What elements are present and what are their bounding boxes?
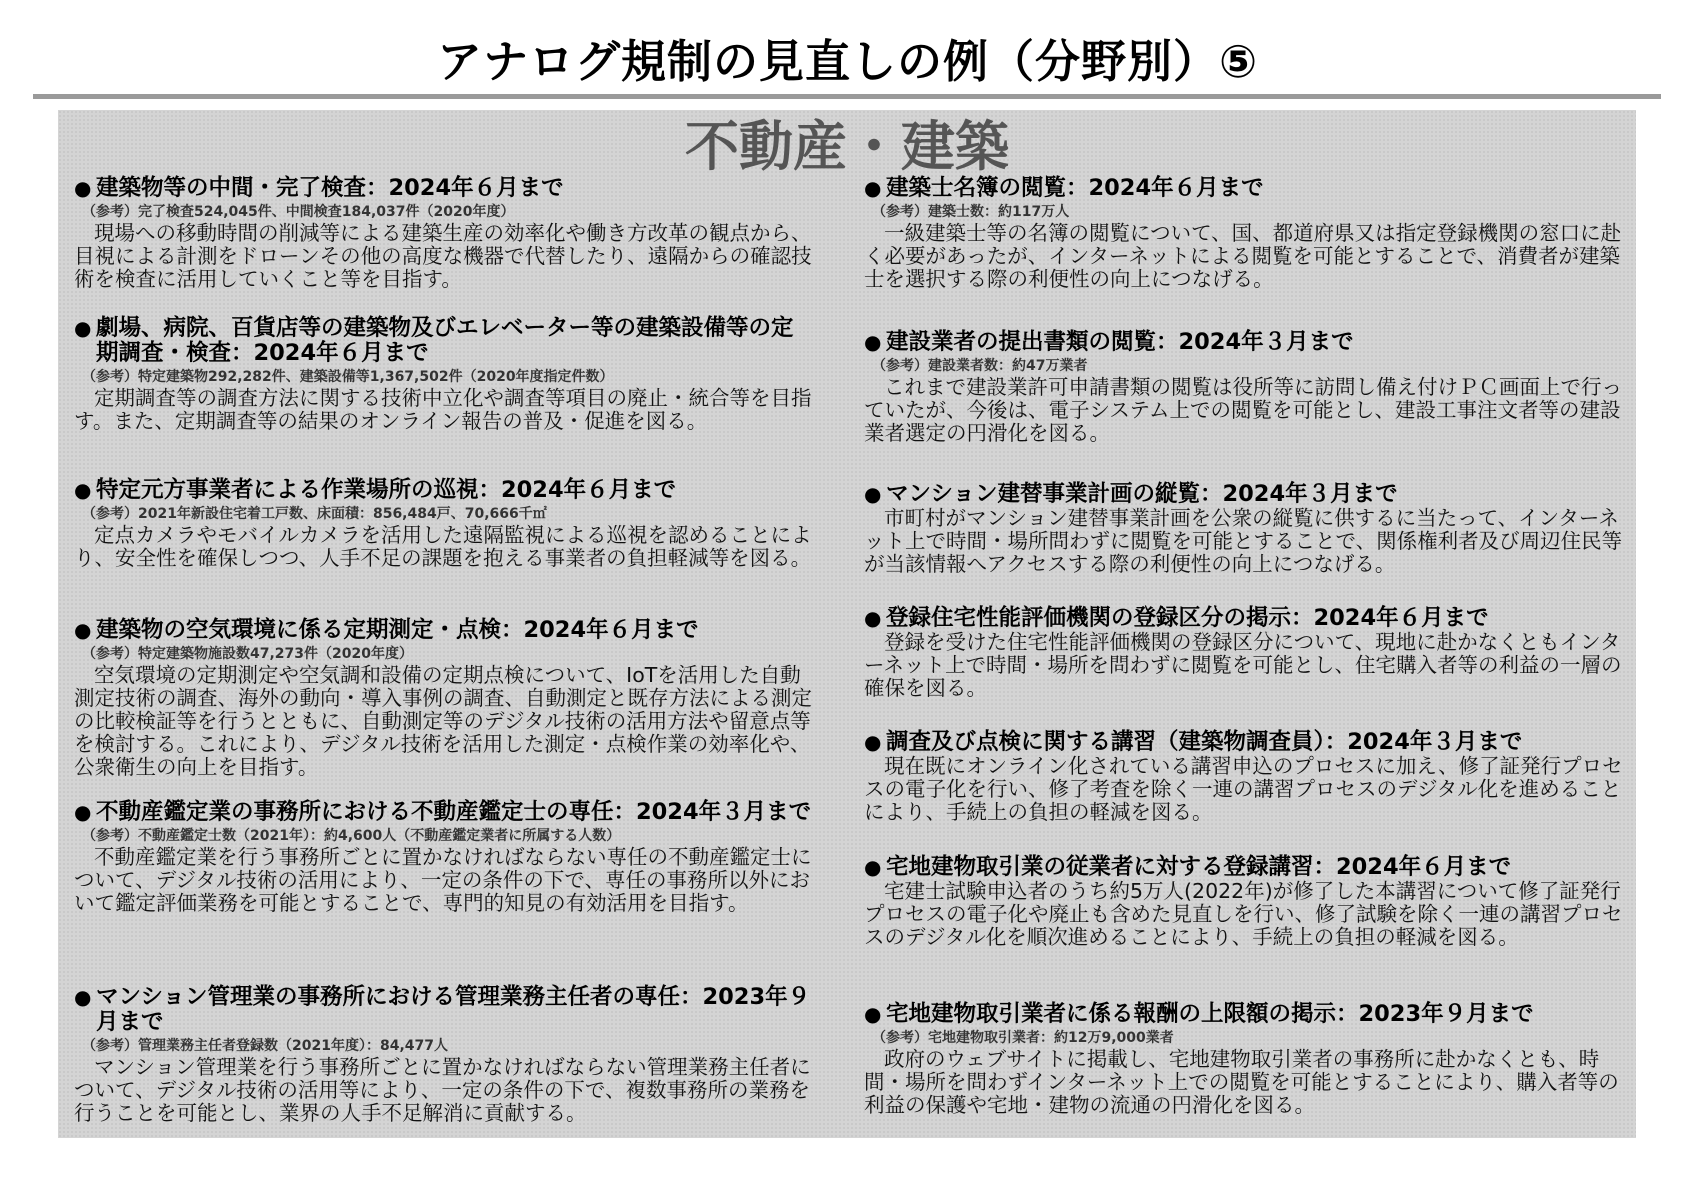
item-heading: ● マンション建替事業計画の縦覧：2024年３月まで (864, 481, 1398, 507)
item-body: 登録を受けた住宅性能評価機関の登録区分について、現地に赴かなくともインターネット上で時間・場所を問わずに閲覧を可能とし、住宅購入者等の利益の一層の確保を図る。 (864, 630, 1622, 700)
item-body: 政府のウェブサイトに掲載し、宅地建物取引業者の事務所に赴かなくとも、時間・場所を問わずインターネット上での閲覧を可能とすることにより、購入者等の利益の保護や宅地・建物の流通の円滑化を図る。 (864, 1047, 1619, 1117)
item-architect-registry (864, 176, 1624, 291)
bullet-icon: ● (74, 316, 92, 340)
item-site-patrol (74, 478, 814, 570)
item-heading: ● 劇場、病院、百貨店等の建築物及びエレベーター等の建築設備等の定期調査・検査：2024年６月まで (74, 315, 794, 366)
title-divider (33, 94, 1661, 99)
section-title: 不動産・建築 (685, 115, 1009, 178)
item-heading: ● 建築物の空気環境に係る定期測定・点検：2024年６月まで (74, 617, 699, 643)
bullet-icon: ● (864, 606, 882, 630)
item-reference: （参考）完了検査524,045件、中間検査184,037件（2020年度） (82, 204, 515, 220)
bullet-icon: ● (864, 176, 882, 200)
item-reference: （参考）建築士数：約117万人 (872, 204, 1070, 220)
bullet-icon: ● (864, 1002, 882, 1026)
item-reference: （参考）特定建築物施設数47,273件（2020年度） (82, 646, 413, 662)
item-building-inspector-course (864, 730, 1624, 824)
bullet-icon: ● (864, 330, 882, 354)
item-body: 一級建築士等の名簿の閲覧について、国、都道府県又は指定登録機関の窓口に赴く必要があったが、インターネットによる閲覧を可能とすることで、消費者が建築士を選択する際の利便性の向上につなげる。 (864, 221, 1622, 291)
item-real-estate-appraiser (74, 800, 814, 915)
item-heading: ● 建設業者の提出書類の閲覧：2024年３月まで (864, 329, 1354, 355)
item-body: これまで建設業許可申請書類の閲覧は役所等に訪問し備え付けＰＣ画面上で行っていたが、今後は、電子システム上での閲覧を可能とし、建設工事注文者等の建設業者選定の円滑化を図る。 (864, 375, 1622, 445)
item-reference: （参考）建設業者数：約47万業者 (872, 358, 1088, 374)
item-contractor-documents (864, 330, 1624, 445)
item-body: 宅建士試験申込者のうち約5万人(2022年)が修了した本講習について修了証発行プロセスの電子化や廃止も含めた見直しを行い、修了試験を除く一連の講習プロセスのデジタル化を順次進めることにより、手続上の負担の軽減を図る。 (864, 879, 1623, 949)
item-body: 現場への移動時間の削減等による建築生産の効率化や働き方改革の観点から、目視による計測をドローンその他の高度な機器で代替したり、遠隔からの確認技術を検査に活用していくこと等を目指す。 (74, 221, 812, 291)
item-body: 現在既にオンライン化されている講習申込のプロセスに加え、修了証発行プロセスの電子化を行い、修了考査を除く一連の講習プロセスのデジタル化を進めることにより、手続上の負担の軽減を図る。 (864, 754, 1623, 824)
item-heading: ● 特定元方事業者による作業場所の巡視：2024年６月まで (74, 477, 677, 503)
item-reference: （参考）管理業務主任者登録数（2021年度）：84,477人 (82, 1038, 448, 1054)
item-body: 不動産鑑定業を行う事務所ごとに置かなければならない専任の不動産鑑定士について、デジタル技術の活用により、一定の条件の下で、専任の事務所以外において鑑定評価業務を可能とすることで、専門的知見の有効活用を目指す。 (74, 845, 812, 915)
item-reference: （参考）宅地建物取引業者：約12万9,000業者 (872, 1030, 1174, 1046)
bullet-icon: ● (74, 985, 92, 1009)
item-heading: ● 不動産鑑定業の事務所における不動産鑑定士の専任：2024年３月まで (74, 799, 812, 825)
item-body: 市町村がマンション建替事業計画を公衆の縦覧に供するに当たって、インターネット上で時間・場所問わずに閲覧を可能とすることで、関係権利者及び周辺住民等が当該情報へアクセスする際の利便性の向上につなげる。 (864, 506, 1623, 576)
bullet-icon: ● (864, 482, 882, 506)
item-reference: （参考）2021年新設住宅着工戸数、床面積：856,484戸、70,666千㎡ (82, 506, 547, 522)
item-heading: ● 宅地建物取引業の従業者に対する登録講習：2024年６月まで (864, 854, 1512, 880)
item-body: マンション管理業を行う事務所ごとに置かなければならない管理業務主任者について、デジタル技術の活用等により、一定の条件の下で、複数事務所の業務を行うことを可能とし、業界の人手不足解消に貢献する。 (74, 1055, 811, 1125)
bullet-icon: ● (74, 176, 92, 200)
bullet-icon: ● (864, 730, 882, 754)
bullet-icon: ● (74, 800, 92, 824)
item-reference: （参考）不動産鑑定士数（2021年）：約4,600人（不動産鑑定業者に所属する人数） (82, 828, 621, 844)
item-heading: ● 宅地建物取引業者に係る報酬の上限額の掲示：2023年９月まで (864, 1001, 1534, 1027)
item-body: 空気環境の定期測定や空気調和設備の定期点検について、IoTを活用した自動測定技術の調査、海外の動向・導入事例の調査、自動測定と既存方法による測定の比較検証等を行うとともに、自動測定等のデジタル技術の活用方法や留意点等を検討する。これにより、デジタル技術を活用した測定・点検作業の効率化や、公衆衛生の向上を目指す。 (74, 663, 812, 779)
page-title: アナログ規制の見直しの例（分野別）⑤ (436, 35, 1259, 88)
bullet-icon: ● (74, 478, 92, 502)
item-heading: ● 調査及び点検に関する講習（建築物調査員）：2024年３月まで (864, 729, 1523, 755)
item-body: 定期調査等の調査方法に関する技術中立化や調査等項目の廃止・統合等を目指す。また、定期調査等の結果のオンライン報告の普及・促進を図る。 (74, 386, 812, 433)
item-body: 定点カメラやモバイルカメラを活用した遠隔監視による巡視を認めることにより、安全性を確保しつつ、人手不足の課題を抱える事業者の負担軽減等を図る。 (74, 523, 812, 570)
item-heading: ● マンション管理業の事務所における管理業務主任者の専任：2023年９月まで (74, 984, 811, 1035)
bullet-icon: ● (74, 618, 92, 642)
item-real-estate-course (864, 855, 1624, 949)
bullet-icon: ● (864, 855, 882, 879)
item-inspection (74, 176, 814, 291)
content-panel (58, 110, 1636, 1138)
item-heading: ● 登録住宅性能評価機関の登録区分の掲示：2024年６月まで (864, 605, 1489, 631)
item-air-environment (74, 618, 814, 779)
item-brokerage-fee (864, 1002, 1624, 1117)
item-heading: ● 建築物等の中間・完了検査：2024年６月まで (74, 175, 564, 201)
item-housing-evaluation (864, 606, 1624, 700)
item-condo-manager (74, 985, 814, 1125)
item-reference: （参考）特定建築物292,282件、建築設備等1,367,502件（2020年度指定件数） (82, 369, 614, 385)
item-periodic-survey (74, 316, 814, 433)
item-condo-rebuild-plan (864, 482, 1624, 576)
item-heading: ● 建築士名簿の閲覧：2024年６月まで (864, 175, 1264, 201)
